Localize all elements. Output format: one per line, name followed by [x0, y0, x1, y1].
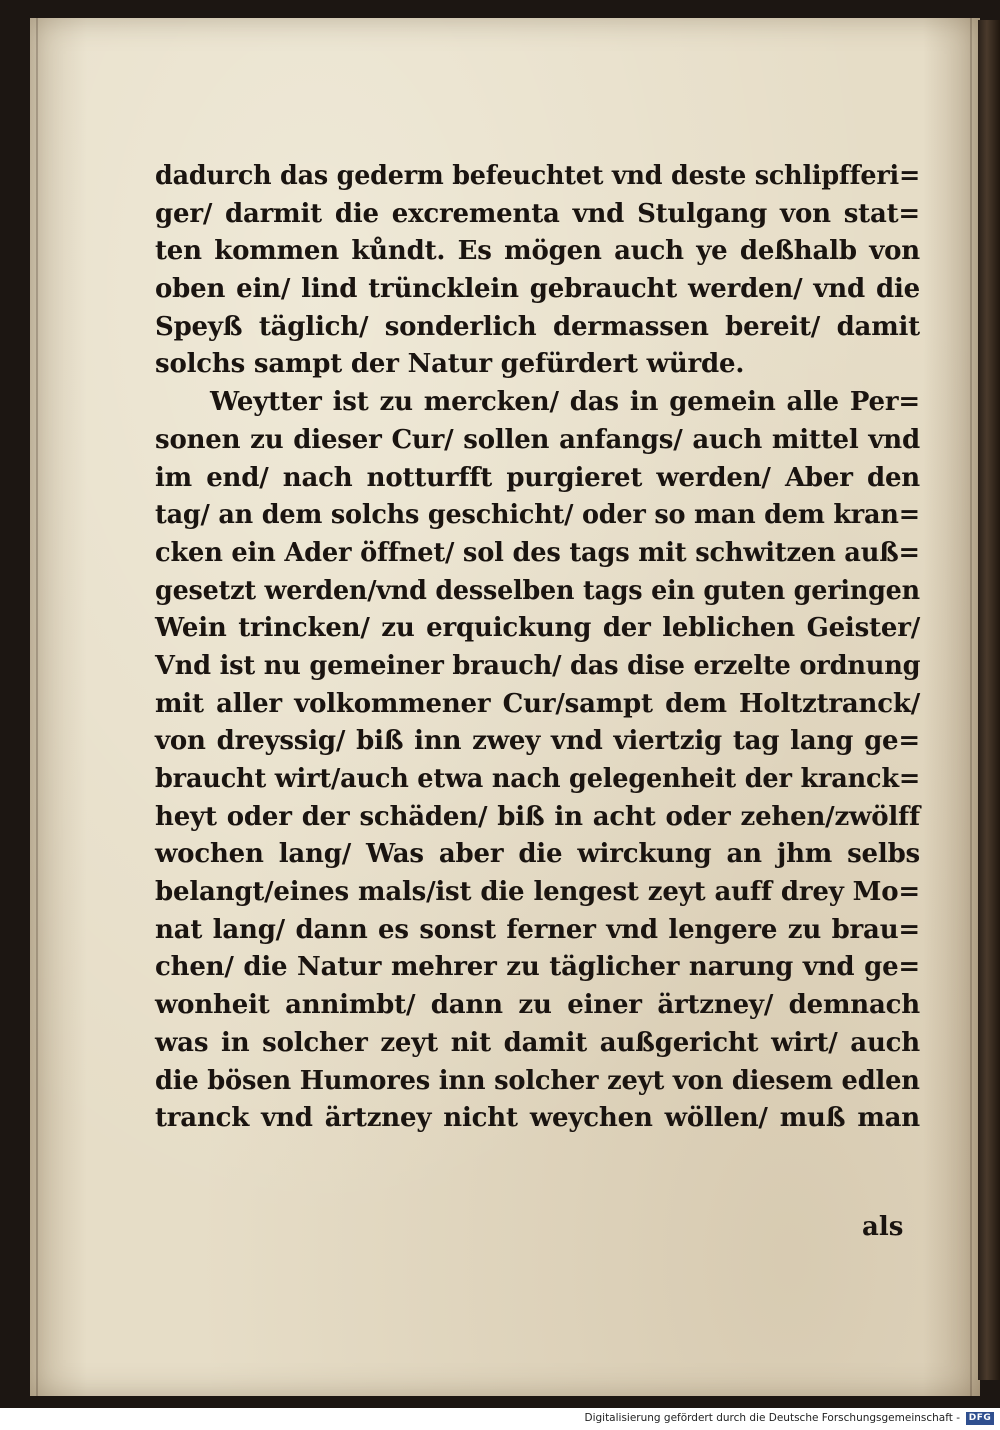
text-line: heyt oder der schäden/ biß in acht oder zehen/zwölff [155, 801, 920, 832]
catchword: als [862, 1212, 904, 1242]
text-line: cken ein Ader öffnet/ sol des tags mit schwitzen auß= [155, 537, 920, 568]
text-line: von dreyssig/ biß inn zwey vnd viertzig tag lang ge= [155, 726, 920, 757]
text-line: wochen lang/ Was aber die wirckung an jhm selbs [155, 839, 920, 870]
text-line: tranck vnd ärtzney nicht weychen wöllen/ muß man [155, 1103, 920, 1134]
text-line: solchs sampt der Natur gefürdert würde. [155, 349, 745, 380]
text-line: ger/ darmit die excrementa vnd Stulgang von stat= [155, 198, 920, 229]
text-line: ten kommen kůndt. Es mögen auch ye deßhalb von [155, 236, 920, 267]
text-line: dadurch das gederm befeuchtet vnd deste schlipfferi= [155, 161, 921, 191]
text-line: nat lang/ dann es sonst ferner vnd lengere zu brau= [155, 914, 920, 945]
text-line: was in solcher zeyt nit damit außgericht wirt/ auch [155, 1027, 920, 1058]
footer-bar [0, 1408, 1000, 1430]
text-line: tag/ an dem solchs geschicht/ oder so man dem kran= [155, 500, 920, 531]
text-line: wonheit annimbt/ dann zu einer ärtzney/ demnach [155, 990, 920, 1021]
text-line: sonen zu dieser Cur/ sollen anfangs/ auch mittel vnd [155, 424, 920, 455]
page-edge-right [970, 18, 972, 1396]
text-line: Vnd ist nu gemeiner brauch/ das dise erzelte ordnung [155, 650, 921, 681]
dfg-logo: DFG [966, 1412, 994, 1425]
text-line: mit aller volkommener Cur/sampt dem Holtztranck/ [155, 688, 920, 719]
page-text-block [155, 158, 920, 1138]
text-line: braucht wirt/auch etwa nach gelegenheit der kranck= [155, 764, 921, 794]
text-line: belangt/eines mals/ist die lengest zeyt auff drey Mo= [155, 877, 920, 908]
text-line: oben ein/ lind trüncklein gebraucht werden/ vnd die [155, 274, 920, 305]
text-line: Speyß täglich/ sonderlich dermassen bereit/ damit [155, 311, 920, 342]
text-line: chen/ die Natur mehrer zu täglicher narung vnd ge= [155, 952, 920, 983]
text-line: Wein trincken/ zu erquickung der leblichen Geister/ [155, 613, 920, 644]
text-line: die bösen Humores inn solcher zeyt von diesem edlen [155, 1065, 920, 1096]
funding-credit: Digitalisierung gefördert durch die Deutsche Forschungsgemeinschaft - [584, 1412, 960, 1424]
text-line: gesetzt werden/vnd desselben tags ein guten geringen [155, 575, 920, 606]
book-edge-shadow [978, 20, 1000, 1380]
text-line: Weytter ist zu mercken/ das in gemein alle Per= [210, 387, 920, 418]
text-line: im end/ nach notturfft purgieret werden/ Aber den [155, 462, 920, 493]
page-edge-left [36, 18, 38, 1396]
